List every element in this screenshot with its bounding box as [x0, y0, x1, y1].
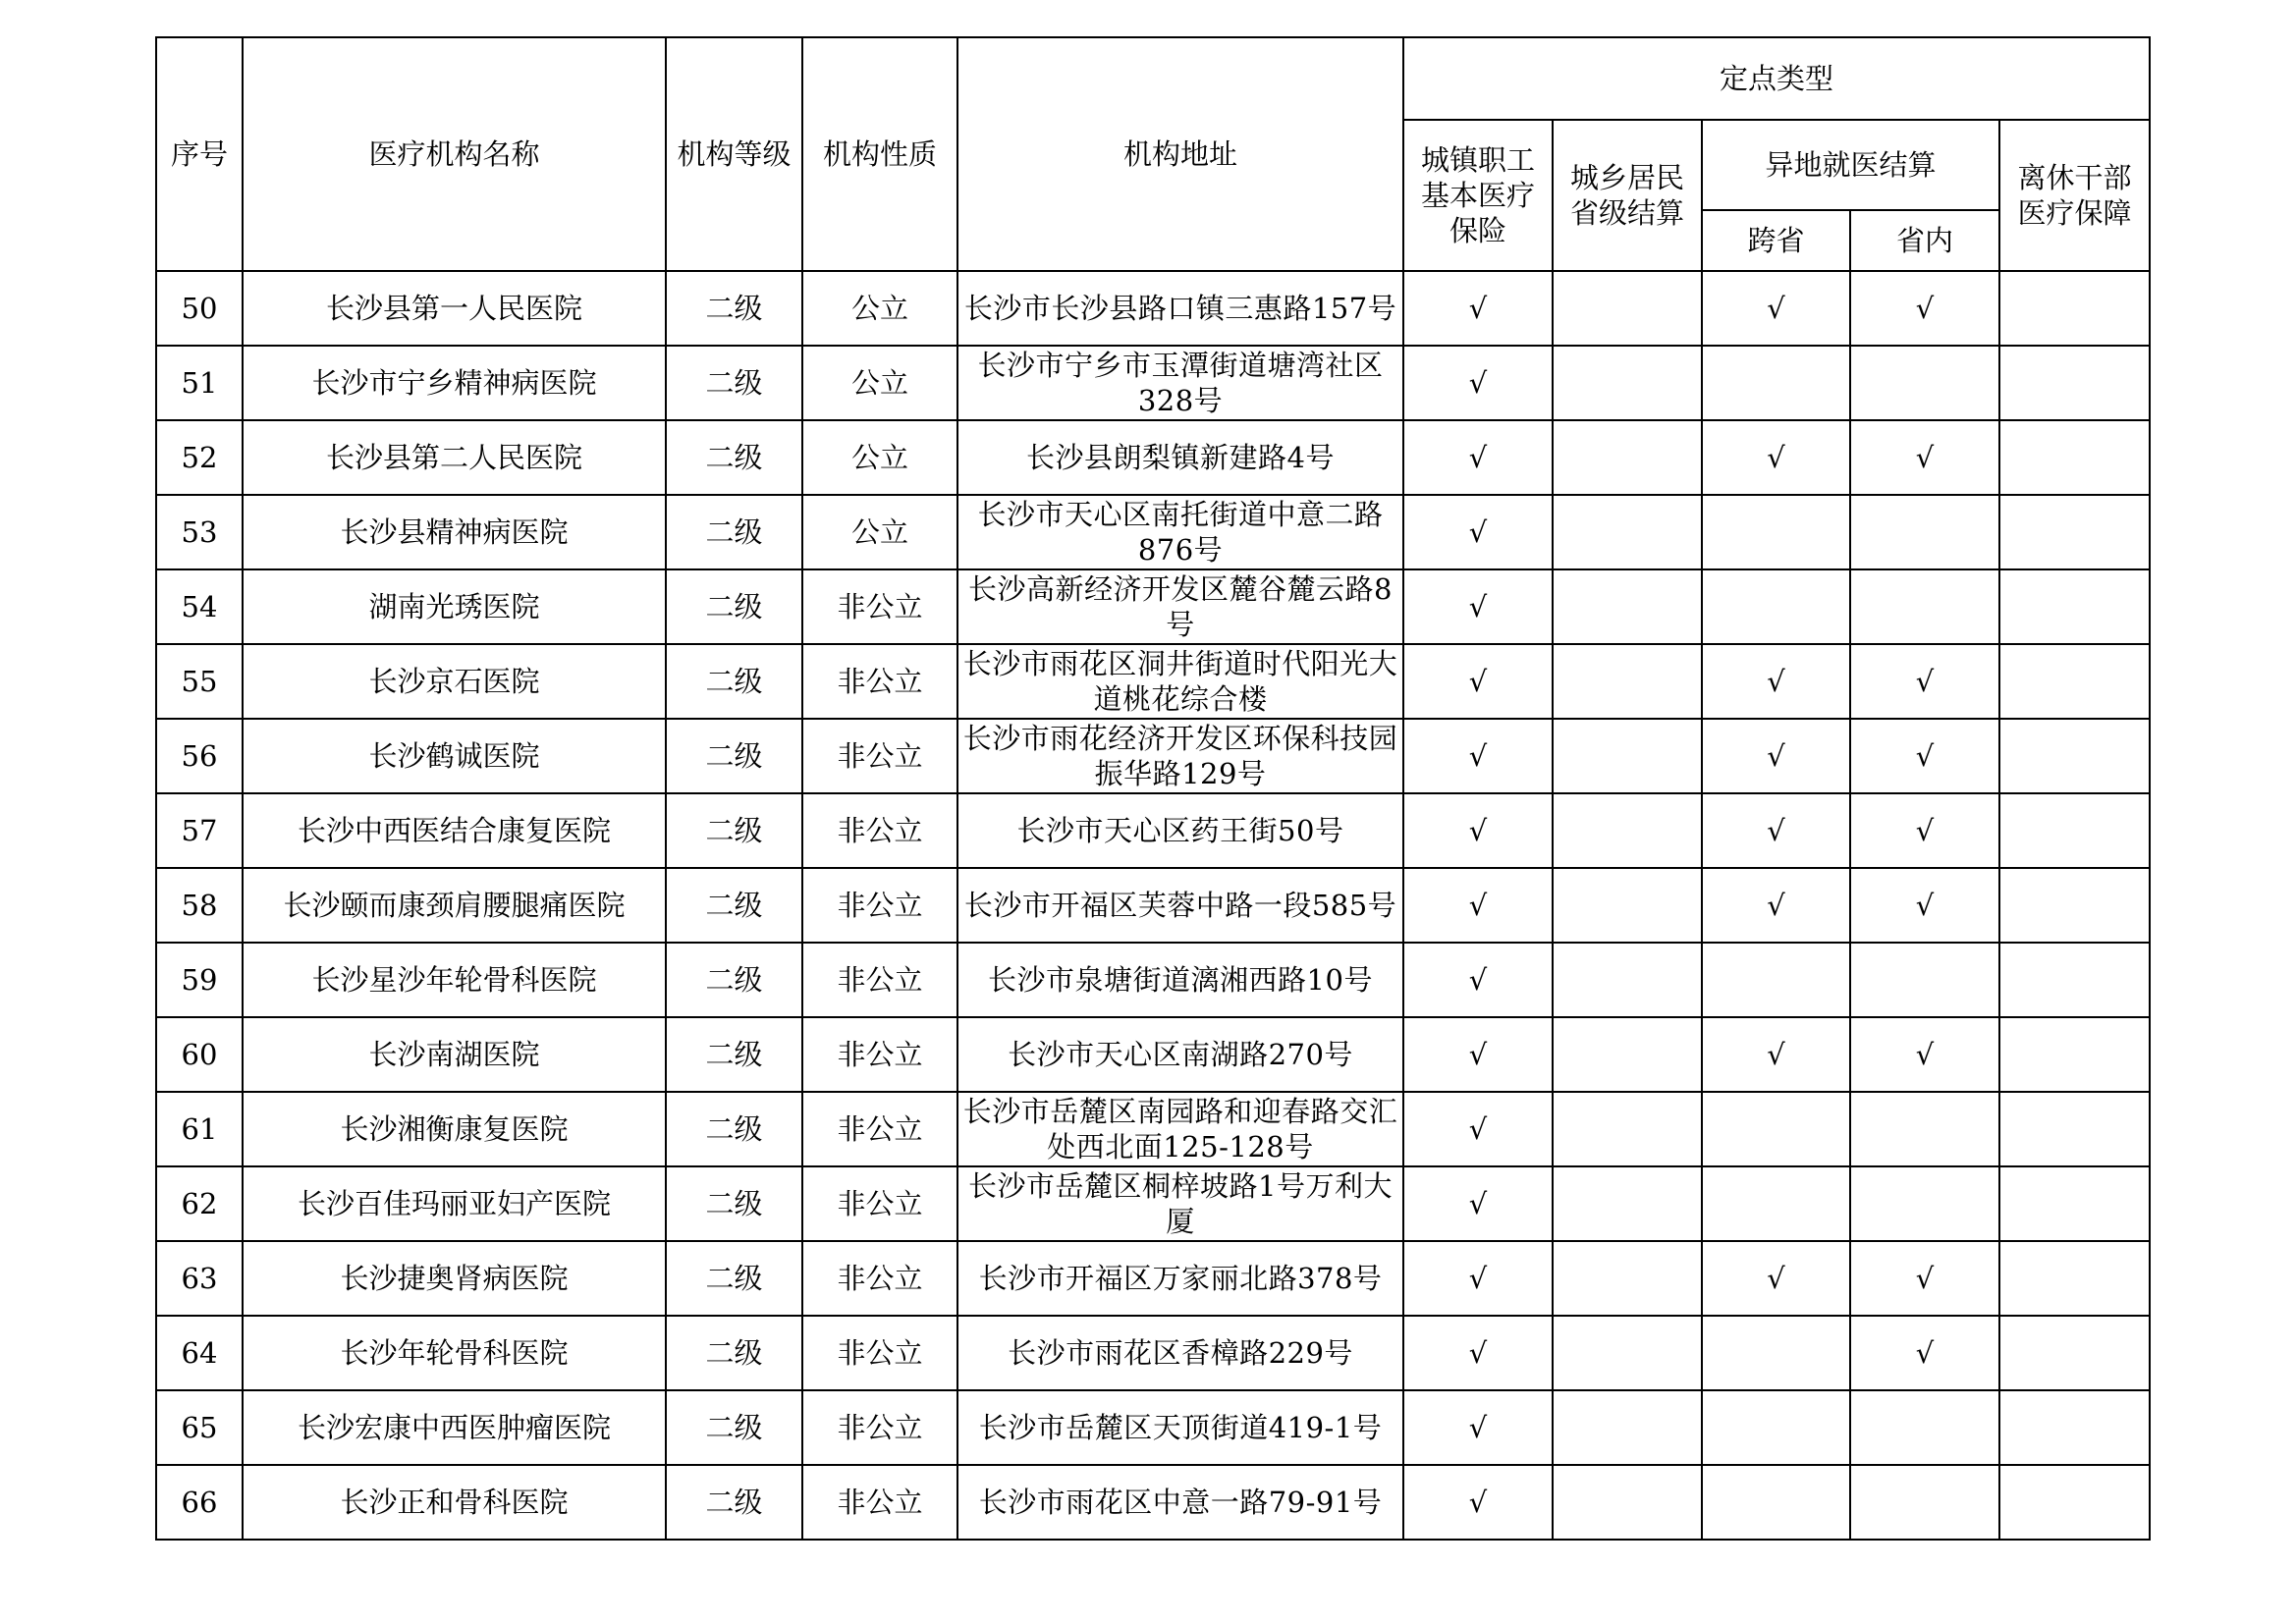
cell-urban-employee: √ — [1403, 1241, 1553, 1316]
header-within-province: 省内 — [1850, 210, 1999, 271]
table-row — [156, 1017, 2150, 1092]
cell-seq: 53 — [156, 495, 243, 569]
cell-level: 二级 — [666, 793, 802, 868]
cell-seq: 56 — [156, 719, 243, 793]
cell-seq: 54 — [156, 569, 243, 644]
cell-cross-province — [1702, 1390, 1850, 1465]
cell-address: 长沙县朗梨镇新建路4号 — [957, 420, 1403, 495]
cell-retired-cadre — [1999, 271, 2150, 346]
table-body — [156, 271, 2150, 1540]
cell-seq: 61 — [156, 1092, 243, 1166]
cell-cross-province: √ — [1702, 793, 1850, 868]
cell-retired-cadre — [1999, 1465, 2150, 1540]
cell-name: 长沙捷奥肾病医院 — [243, 1241, 666, 1316]
header-seq: 序号 — [156, 37, 243, 271]
header-cross-province: 跨省 — [1702, 210, 1850, 271]
cell-level: 二级 — [666, 1092, 802, 1166]
cell-nature: 非公立 — [802, 1465, 957, 1540]
table-row — [156, 1316, 2150, 1390]
cell-seq: 64 — [156, 1316, 243, 1390]
cell-within-province — [1850, 1092, 1999, 1166]
cell-seq: 57 — [156, 793, 243, 868]
cell-seq: 58 — [156, 868, 243, 943]
cell-name: 长沙鹤诚医院 — [243, 719, 666, 793]
cell-seq: 59 — [156, 943, 243, 1017]
cell-cross-province: √ — [1702, 644, 1850, 719]
cell-name: 长沙湘衡康复医院 — [243, 1092, 666, 1166]
table-row — [156, 569, 2150, 644]
cell-urban-rural — [1553, 644, 1702, 719]
cell-nature: 非公立 — [802, 569, 957, 644]
cell-level: 二级 — [666, 346, 802, 420]
cell-urban-employee: √ — [1403, 420, 1553, 495]
cell-nature: 公立 — [802, 346, 957, 420]
table-row — [156, 793, 2150, 868]
cell-address: 长沙市岳麓区天顶街道419-1号 — [957, 1390, 1403, 1465]
cell-level: 二级 — [666, 271, 802, 346]
cell-name: 长沙南湖医院 — [243, 1017, 666, 1092]
table-row — [156, 868, 2150, 943]
cell-nature: 非公立 — [802, 644, 957, 719]
cell-urban-rural — [1553, 346, 1702, 420]
table-row — [156, 495, 2150, 569]
header-level: 机构等级 — [666, 37, 802, 271]
cell-cross-province — [1702, 346, 1850, 420]
cell-level: 二级 — [666, 1241, 802, 1316]
table-row — [156, 1390, 2150, 1465]
cell-name: 长沙宏康中西医肿瘤医院 — [243, 1390, 666, 1465]
cell-retired-cadre — [1999, 1092, 2150, 1166]
cell-urban-rural — [1553, 1316, 1702, 1390]
cell-retired-cadre — [1999, 793, 2150, 868]
cell-urban-employee: √ — [1403, 1017, 1553, 1092]
cell-within-province: √ — [1850, 271, 1999, 346]
cell-level: 二级 — [666, 719, 802, 793]
table-row — [156, 719, 2150, 793]
table-row — [156, 1166, 2150, 1241]
table-row — [156, 644, 2150, 719]
cell-retired-cadre — [1999, 420, 2150, 495]
cell-urban-rural — [1553, 868, 1702, 943]
cell-urban-employee: √ — [1403, 1166, 1553, 1241]
cell-within-province — [1850, 569, 1999, 644]
cell-level: 二级 — [666, 1465, 802, 1540]
header-name: 医疗机构名称 — [243, 37, 666, 271]
cell-address: 长沙市岳麓区南园路和迎春路交汇处西北面125-128号 — [957, 1092, 1403, 1166]
cell-nature: 公立 — [802, 495, 957, 569]
cell-nature: 非公立 — [802, 1241, 957, 1316]
cell-level: 二级 — [666, 1017, 802, 1092]
cell-cross-province — [1702, 495, 1850, 569]
cell-within-province: √ — [1850, 1316, 1999, 1390]
header-urban-rural: 城乡居民省级结算 — [1553, 120, 1702, 271]
cell-urban-employee: √ — [1403, 644, 1553, 719]
cell-urban-employee: √ — [1403, 1390, 1553, 1465]
cell-nature: 非公立 — [802, 1092, 957, 1166]
cell-address: 长沙市泉塘街道漓湘西路10号 — [957, 943, 1403, 1017]
cell-within-province: √ — [1850, 868, 1999, 943]
cell-urban-rural — [1553, 1166, 1702, 1241]
cell-level: 二级 — [666, 1166, 802, 1241]
cell-cross-province — [1702, 1166, 1850, 1241]
cell-name: 长沙颐而康颈肩腰腿痛医院 — [243, 868, 666, 943]
cell-within-province: √ — [1850, 719, 1999, 793]
cell-nature: 非公立 — [802, 793, 957, 868]
cell-level: 二级 — [666, 420, 802, 495]
table-row — [156, 1092, 2150, 1166]
cell-cross-province: √ — [1702, 420, 1850, 495]
cell-retired-cadre — [1999, 346, 2150, 420]
cell-urban-rural — [1553, 719, 1702, 793]
cell-within-province: √ — [1850, 793, 1999, 868]
cell-cross-province: √ — [1702, 1017, 1850, 1092]
cell-within-province: √ — [1850, 644, 1999, 719]
table-row — [156, 943, 2150, 1017]
cell-retired-cadre — [1999, 1166, 2150, 1241]
cell-cross-province — [1702, 1092, 1850, 1166]
cell-name: 长沙京石医院 — [243, 644, 666, 719]
cell-nature: 非公立 — [802, 1166, 957, 1241]
cell-name: 长沙县第一人民医院 — [243, 271, 666, 346]
cell-urban-rural — [1553, 793, 1702, 868]
cell-seq: 55 — [156, 644, 243, 719]
cell-seq: 60 — [156, 1017, 243, 1092]
cell-name: 长沙百佳玛丽亚妇产医院 — [243, 1166, 666, 1241]
cell-seq: 65 — [156, 1390, 243, 1465]
cell-retired-cadre — [1999, 868, 2150, 943]
cell-urban-employee: √ — [1403, 495, 1553, 569]
cell-urban-employee: √ — [1403, 943, 1553, 1017]
cell-level: 二级 — [666, 644, 802, 719]
cell-cross-province: √ — [1702, 719, 1850, 793]
cell-cross-province: √ — [1702, 271, 1850, 346]
cell-within-province — [1850, 943, 1999, 1017]
cell-nature: 非公立 — [802, 868, 957, 943]
table-row — [156, 271, 2150, 346]
cell-address: 长沙市开福区万家丽北路378号 — [957, 1241, 1403, 1316]
table-row — [156, 1465, 2150, 1540]
cell-address: 长沙市雨花区洞井街道时代阳光大道桃花综合楼 — [957, 644, 1403, 719]
cell-retired-cadre — [1999, 495, 2150, 569]
cell-seq: 62 — [156, 1166, 243, 1241]
cell-address: 长沙高新经济开发区麓谷麓云路8号 — [957, 569, 1403, 644]
cell-cross-province — [1702, 943, 1850, 1017]
header-remote-group: 异地就医结算 — [1702, 120, 1999, 210]
cell-urban-employee: √ — [1403, 346, 1553, 420]
cell-name: 湖南光琇医院 — [243, 569, 666, 644]
cell-address: 长沙市宁乡市玉潭街道塘湾社区328号 — [957, 346, 1403, 420]
cell-cross-province — [1702, 1316, 1850, 1390]
cell-within-province: √ — [1850, 420, 1999, 495]
cell-name: 长沙中西医结合康复医院 — [243, 793, 666, 868]
cell-name: 长沙星沙年轮骨科医院 — [243, 943, 666, 1017]
cell-retired-cadre — [1999, 644, 2150, 719]
cell-within-province — [1850, 346, 1999, 420]
cell-level: 二级 — [666, 1316, 802, 1390]
cell-address: 长沙市开福区芙蓉中路一段585号 — [957, 868, 1403, 943]
cell-within-province — [1850, 1465, 1999, 1540]
cell-urban-employee: √ — [1403, 1465, 1553, 1540]
cell-seq: 50 — [156, 271, 243, 346]
cell-name: 长沙正和骨科医院 — [243, 1465, 666, 1540]
cell-urban-rural — [1553, 420, 1702, 495]
cell-urban-rural — [1553, 1092, 1702, 1166]
cell-address: 长沙市长沙县路口镇三惠路157号 — [957, 271, 1403, 346]
cell-level: 二级 — [666, 495, 802, 569]
cell-cross-province: √ — [1702, 868, 1850, 943]
cell-address: 长沙市天心区南湖路270号 — [957, 1017, 1403, 1092]
cell-urban-rural — [1553, 271, 1702, 346]
header-urban-employee: 城镇职工基本医疗保险 — [1403, 120, 1553, 271]
cell-nature: 公立 — [802, 420, 957, 495]
cell-within-province — [1850, 1166, 1999, 1241]
cell-urban-rural — [1553, 943, 1702, 1017]
cell-urban-rural — [1553, 1241, 1702, 1316]
cell-nature: 非公立 — [802, 1017, 957, 1092]
cell-nature: 非公立 — [802, 1390, 957, 1465]
header-address: 机构地址 — [957, 37, 1403, 271]
cell-retired-cadre — [1999, 943, 2150, 1017]
cell-name: 长沙县第二人民医院 — [243, 420, 666, 495]
cell-urban-employee: √ — [1403, 569, 1553, 644]
header-nature: 机构性质 — [802, 37, 957, 271]
table-row — [156, 420, 2150, 495]
cell-address: 长沙市天心区药王街50号 — [957, 793, 1403, 868]
cell-retired-cadre — [1999, 1316, 2150, 1390]
cell-urban-employee: √ — [1403, 719, 1553, 793]
cell-cross-province: √ — [1702, 1241, 1850, 1316]
cell-cross-province — [1702, 1465, 1850, 1540]
header-retired-cadre: 离休干部医疗保障 — [1999, 120, 2150, 271]
cell-name: 长沙县精神病医院 — [243, 495, 666, 569]
cell-within-province: √ — [1850, 1241, 1999, 1316]
cell-within-province — [1850, 1390, 1999, 1465]
cell-nature: 非公立 — [802, 1316, 957, 1390]
cell-urban-employee: √ — [1403, 793, 1553, 868]
cell-nature: 公立 — [802, 271, 957, 346]
institution-table — [155, 36, 2151, 1541]
cell-seq: 63 — [156, 1241, 243, 1316]
cell-within-province: √ — [1850, 1017, 1999, 1092]
cell-address: 长沙市天心区南托街道中意二路876号 — [957, 495, 1403, 569]
cell-level: 二级 — [666, 868, 802, 943]
cell-urban-employee: √ — [1403, 1316, 1553, 1390]
cell-urban-rural — [1553, 1390, 1702, 1465]
cell-retired-cadre — [1999, 1017, 2150, 1092]
cell-retired-cadre — [1999, 1390, 2150, 1465]
cell-name: 长沙市宁乡精神病医院 — [243, 346, 666, 420]
cell-within-province — [1850, 495, 1999, 569]
cell-urban-rural — [1553, 1017, 1702, 1092]
cell-seq: 66 — [156, 1465, 243, 1540]
cell-seq: 52 — [156, 420, 243, 495]
cell-address: 长沙市雨花经济开发区环保科技园振华路129号 — [957, 719, 1403, 793]
cell-seq: 51 — [156, 346, 243, 420]
cell-address: 长沙市雨花区香樟路229号 — [957, 1316, 1403, 1390]
cell-level: 二级 — [666, 943, 802, 1017]
table-row — [156, 346, 2150, 420]
header-types-group: 定点类型 — [1403, 37, 2150, 120]
cell-level: 二级 — [666, 569, 802, 644]
cell-retired-cadre — [1999, 1241, 2150, 1316]
cell-retired-cadre — [1999, 569, 2150, 644]
cell-urban-rural — [1553, 495, 1702, 569]
cell-address: 长沙市岳麓区桐梓坡路1号万利大厦 — [957, 1166, 1403, 1241]
cell-address: 长沙市雨花区中意一路79-91号 — [957, 1465, 1403, 1540]
cell-cross-province — [1702, 569, 1850, 644]
cell-urban-rural — [1553, 569, 1702, 644]
cell-urban-rural — [1553, 1465, 1702, 1540]
table-row — [156, 1241, 2150, 1316]
cell-nature: 非公立 — [802, 943, 957, 1017]
cell-retired-cadre — [1999, 719, 2150, 793]
cell-name: 长沙年轮骨科医院 — [243, 1316, 666, 1390]
cell-urban-employee: √ — [1403, 271, 1553, 346]
cell-level: 二级 — [666, 1390, 802, 1465]
cell-nature: 非公立 — [802, 719, 957, 793]
cell-urban-employee: √ — [1403, 868, 1553, 943]
cell-urban-employee: √ — [1403, 1092, 1553, 1166]
